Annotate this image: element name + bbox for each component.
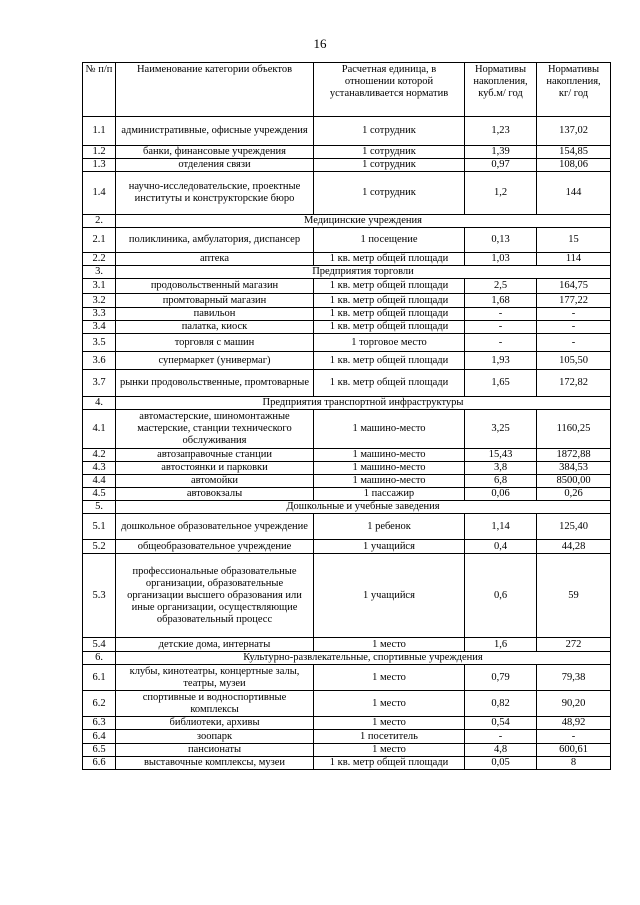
volume-norm: 2,5 [465,279,537,294]
table-row [83,146,611,159]
volume-norm: - [465,730,537,744]
category-name: административные, офисные учреждения [116,117,314,146]
volume-norm: 0,6 [465,554,537,638]
table-row [83,554,611,638]
row-number: 3.6 [83,352,116,370]
volume-norm: 0,79 [465,665,537,691]
volume-norm: 0,4 [465,540,537,554]
category-name: рынки продовольственные, промтоварные [116,370,314,397]
section-title: Культурно-развлекательные, спортивные учреждения [116,652,611,665]
table-row [83,730,611,744]
row-number: 6.3 [83,717,116,730]
category-name: павильон [116,308,314,321]
calc-unit: 1 кв. метр общей площади [314,308,465,321]
row-number: 6. [83,652,116,665]
calc-unit: 1 кв. метр общей площади [314,757,465,770]
table-row [83,691,611,717]
category-name: промтоварный магазин [116,294,314,308]
table-row [83,294,611,308]
row-number: 4.3 [83,462,116,475]
table-row [83,352,611,370]
table-row [83,488,611,501]
mass-norm: 154,85 [537,146,611,159]
mass-norm: 384,53 [537,462,611,475]
volume-norm: 1,23 [465,117,537,146]
category-name: зоопарк [116,730,314,744]
category-name: супермаркет (универмаг) [116,352,314,370]
row-number: 6.1 [83,665,116,691]
volume-norm: 15,43 [465,449,537,462]
table-row [83,370,611,397]
calc-unit: 1 посетитель [314,730,465,744]
category-name: дошкольное образовательное учреждение [116,514,314,540]
header-volume: Нормативы накопления, куб.м/ год [465,63,537,117]
calc-unit: 1 торговое место [314,334,465,352]
waste-norms-table [82,62,611,770]
category-name: автомастерские, шиномонтажные мастерские, станции технического обслуживания [116,410,314,449]
row-number: 4.1 [83,410,116,449]
row-number: 4.2 [83,449,116,462]
volume-norm: 0,97 [465,159,537,172]
category-name: пансионаты [116,744,314,757]
table-row [83,540,611,554]
mass-norm: - [537,321,611,334]
table-row [83,757,611,770]
row-number: 2.1 [83,228,116,253]
row-number: 5.3 [83,554,116,638]
volume-norm: 0,82 [465,691,537,717]
calc-unit: 1 место [314,691,465,717]
category-name: детские дома, интернаты [116,638,314,652]
section-row [83,397,611,410]
row-number: 1.1 [83,117,116,146]
volume-norm: 1,6 [465,638,537,652]
calc-unit: 1 пассажир [314,488,465,501]
header-name: Наименование категории объектов [116,63,314,117]
page-number: 16 [313,36,327,51]
mass-norm: 144 [537,172,611,215]
table-row [83,117,611,146]
section-title: Медицинские учреждения [116,215,611,228]
section-row [83,215,611,228]
row-number: 5.4 [83,638,116,652]
calc-unit: 1 машино-место [314,449,465,462]
section-title: Предприятия транспортной инфраструктуры [116,397,611,410]
mass-norm: 177,22 [537,294,611,308]
row-number: 5. [83,501,116,514]
volume-norm: 3,25 [465,410,537,449]
mass-norm: 172,82 [537,370,611,397]
mass-norm: - [537,334,611,352]
row-number: 3.4 [83,321,116,334]
mass-norm: 79,38 [537,665,611,691]
mass-norm: 59 [537,554,611,638]
mass-norm: 48,92 [537,717,611,730]
mass-norm: 90,20 [537,691,611,717]
row-number: 6.6 [83,757,116,770]
section-title: Дошкольные и учебные заведения [116,501,611,514]
table-row [83,744,611,757]
row-number: 3.5 [83,334,116,352]
header-mass: Нормативы накопления, кг/ год [537,63,611,117]
row-number: 4.5 [83,488,116,501]
table-row [83,159,611,172]
category-name: автозаправочные станции [116,449,314,462]
table-row [83,172,611,215]
calc-unit: 1 учащийся [314,554,465,638]
calc-unit: 1 место [314,665,465,691]
calc-unit: 1 учащийся [314,540,465,554]
row-number: 1.3 [83,159,116,172]
calc-unit: 1 сотрудник [314,172,465,215]
table-body [83,117,611,770]
calc-unit: 1 кв. метр общей площади [314,321,465,334]
table-header-row [83,63,611,117]
mass-norm: 44,28 [537,540,611,554]
mass-norm: 108,06 [537,159,611,172]
calc-unit: 1 сотрудник [314,117,465,146]
mass-norm: 105,50 [537,352,611,370]
table-row [83,228,611,253]
volume-norm: 0,06 [465,488,537,501]
volume-norm: 0,13 [465,228,537,253]
table-row [83,514,611,540]
volume-norm: 0,05 [465,757,537,770]
table-row [83,717,611,730]
mass-norm: - [537,730,611,744]
section-row [83,652,611,665]
row-number: 4. [83,397,116,410]
section-title: Предприятия торговли [116,266,611,279]
category-name: библиотеки, архивы [116,717,314,730]
table-row [83,308,611,321]
calc-unit: 1 кв. метр общей площади [314,279,465,294]
calc-unit: 1 ребенок [314,514,465,540]
category-name: продовольственный магазин [116,279,314,294]
volume-norm: 3,8 [465,462,537,475]
mass-norm: 1160,25 [537,410,611,449]
mass-norm: - [537,308,611,321]
table-row [83,253,611,266]
volume-norm: - [465,321,537,334]
calc-unit: 1 машино-место [314,475,465,488]
table-row [83,475,611,488]
mass-norm: 600,61 [537,744,611,757]
calc-unit: 1 машино-место [314,410,465,449]
row-number: 3.7 [83,370,116,397]
section-row [83,266,611,279]
table-row [83,410,611,449]
row-number: 6.2 [83,691,116,717]
mass-norm: 8 [537,757,611,770]
calc-unit: 1 кв. метр общей площади [314,253,465,266]
row-number: 1.4 [83,172,116,215]
table-row [83,638,611,652]
mass-norm: 8500,00 [537,475,611,488]
volume-norm: 0,54 [465,717,537,730]
row-number: 3.1 [83,279,116,294]
calc-unit: 1 кв. метр общей площади [314,370,465,397]
volume-norm: 1,39 [465,146,537,159]
volume-norm: 1,14 [465,514,537,540]
category-name: спортивные и водноспортивные комплексы [116,691,314,717]
category-name: торговля с машин [116,334,314,352]
table-row [83,321,611,334]
calc-unit: 1 посещение [314,228,465,253]
mass-norm: 272 [537,638,611,652]
row-number: 2.2 [83,253,116,266]
category-name: аптека [116,253,314,266]
calc-unit: 1 место [314,744,465,757]
category-name: автовокзалы [116,488,314,501]
calc-unit: 1 сотрудник [314,159,465,172]
mass-norm: 114 [537,253,611,266]
row-number: 5.1 [83,514,116,540]
calc-unit: 1 место [314,638,465,652]
category-name: отделения связи [116,159,314,172]
volume-norm: 1,65 [465,370,537,397]
category-name: клубы, кинотеатры, концертные залы, театры, музеи [116,665,314,691]
category-name: автостоянки и парковки [116,462,314,475]
volume-norm: - [465,334,537,352]
table-row [83,462,611,475]
volume-norm: 6,8 [465,475,537,488]
calc-unit: 1 сотрудник [314,146,465,159]
row-number: 4.4 [83,475,116,488]
volume-norm: 1,93 [465,352,537,370]
category-name: автомойки [116,475,314,488]
volume-norm: 1,2 [465,172,537,215]
row-number: 3.2 [83,294,116,308]
volume-norm: - [465,308,537,321]
header-num: № п/п [83,63,116,117]
category-name: палатка, киоск [116,321,314,334]
mass-norm: 15 [537,228,611,253]
category-name: профессиональные образовательные организации, образовательные организации высшего образования или иные организации, осуществляющие образовательный процесс [116,554,314,638]
row-number: 3.3 [83,308,116,321]
category-name: научно-исследовательские, проектные институты и конструкторские бюро [116,172,314,215]
row-number: 6.4 [83,730,116,744]
volume-norm: 1,68 [465,294,537,308]
category-name: поликлиника, амбулатория, диспансер [116,228,314,253]
table-row [83,665,611,691]
table-row [83,449,611,462]
category-name: выставочные комплексы, музеи [116,757,314,770]
calc-unit: 1 кв. метр общей площади [314,294,465,308]
category-name: банки, финансовые учреждения [116,146,314,159]
volume-norm: 1,03 [465,253,537,266]
category-name: общеобразовательное учреждение [116,540,314,554]
mass-norm: 164,75 [537,279,611,294]
table-row [83,279,611,294]
section-row [83,501,611,514]
row-number: 3. [83,266,116,279]
row-number: 5.2 [83,540,116,554]
header-unit: Расчетная единица, в отношении которой устанавливается норматив [314,63,465,117]
calc-unit: 1 кв. метр общей площади [314,352,465,370]
table-row [83,334,611,352]
calc-unit: 1 место [314,717,465,730]
calc-unit: 1 машино-место [314,462,465,475]
row-number: 2. [83,215,116,228]
mass-norm: 0,26 [537,488,611,501]
mass-norm: 137,02 [537,117,611,146]
mass-norm: 1872,88 [537,449,611,462]
mass-norm: 125,40 [537,514,611,540]
row-number: 6.5 [83,744,116,757]
row-number: 1.2 [83,146,116,159]
volume-norm: 4,8 [465,744,537,757]
